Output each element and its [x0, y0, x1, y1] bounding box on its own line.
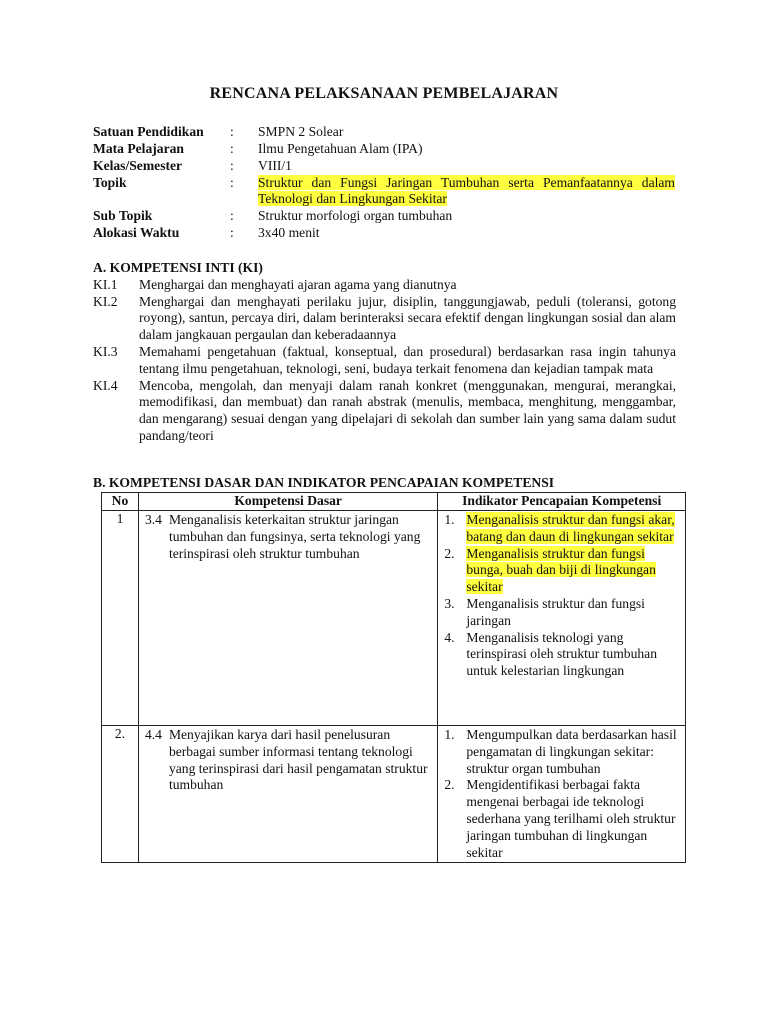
indicator-item [444, 630, 681, 680]
kd-number: 4.4 [144, 727, 162, 742]
ki-text: Menghargai dan menghayati perilaku jujur, disiplin, tanggungjawab, peduli (toleransi, gotong royong), santun, percaya diri, dalam berinteraksi secara efektif dengan lingkungan sosial dan alam dalam jangkauan pergaulan dan keberadaannya [139, 293, 676, 343]
table-row [102, 511, 686, 726]
ki-code: KI.3 [93, 343, 118, 359]
info-value: Ilmu Pengetahuan Alam (IPA) [258, 140, 423, 156]
info-colon: : [230, 140, 234, 156]
indicator-text: Menganalisis teknologi yang terinspirasi oleh struktur tumbuhan untuk kelestarian lingkungan [466, 629, 658, 679]
header-no: No [102, 493, 139, 511]
indicator-text: Menganalisis struktur dan fungsi jaringan [466, 595, 645, 628]
ki-item [93, 277, 676, 294]
info-colon: : [230, 174, 234, 190]
kd-text: Menyajikan karya dari hasil penelusuran berbagai sumber informasi tentang teknologi yang terinspirasi dari hasil pengamatan struktur tumbuhan [168, 727, 428, 793]
ki-item [93, 344, 676, 378]
indicator-cell [438, 511, 686, 726]
ki-text: Menghargai dan menghayati ajaran agama yang dianutnya [139, 276, 457, 292]
section-a-heading: A. KOMPETENSI INTI (KI) [93, 260, 263, 275]
highlighted-text: Struktur dan Fungsi Jaringan Tumbuhan serta Pemanfaatannya dalam Teknologi dan Lingkungan Sekitar [258, 174, 675, 207]
info-value: Struktur morfologi organ tumbuhan [258, 208, 453, 224]
ki-code: KI.2 [93, 293, 118, 309]
indicator-number: 2. [444, 545, 455, 561]
kd-number: 3.4 [144, 512, 162, 527]
info-row [93, 208, 693, 225]
info-value-topic [258, 175, 675, 209]
header-kd: Kompetensi Dasar [138, 493, 437, 511]
info-colon: : [230, 124, 234, 139]
info-colon: : [230, 157, 234, 173]
indicator-number: 4. [444, 629, 455, 645]
indicator-item [444, 512, 681, 546]
indicator-item [444, 727, 681, 777]
info-label: Satuan Pendidikan [93, 124, 204, 139]
indicator-number: 2. [444, 777, 455, 793]
info-row [93, 124, 693, 141]
ki-item [93, 294, 676, 344]
info-row [93, 158, 693, 175]
info-value: SMPN 2 Solear [258, 124, 344, 139]
info-value: 3x40 menit [258, 225, 320, 241]
indicator-item [444, 546, 681, 596]
header-indicator: Indikator Pencapaian Kompetensi [438, 493, 686, 511]
ki-code: KI.4 [93, 377, 118, 393]
indicator-item [444, 777, 681, 861]
table-header-row [102, 493, 686, 511]
ki-text: Mencoba, mengolah, dan menyaji dalam ranah konkret (menggunakan, mengurai, merangkai, memodifikasi, dan membuat) dan ranah abstrak (menulis, membaca, menghitung, menggambar, dan mengarang) sesuai dengan yang dipelajari di sekolah dan sumber lain yang sama dalam sudut pandang/teori [139, 377, 676, 443]
info-row [93, 141, 693, 158]
ki-code: KI.1 [93, 276, 118, 292]
indicator-text: Menganalisis struktur dan fungsi bunga, buah dan biji di lingkungan sekitar [466, 545, 656, 595]
info-row [93, 175, 693, 209]
kd-text: Menganalisis keterkaitan struktur jaringan tumbuhan dan fungsinya, serta teknologi yang terinspirasi oleh struktur tumbuhan [168, 512, 421, 561]
info-label: Alokasi Waktu [93, 225, 180, 241]
info-row [93, 225, 693, 242]
info-colon: : [230, 208, 234, 224]
info-label: Topik [93, 174, 127, 190]
info-label: Sub Topik [93, 208, 153, 224]
competence-table [101, 492, 686, 863]
ki-text: Memahami pengetahuan (faktual, konseptual, dan prosedural) berdasarkan rasa ingin tahunya tentang ilmu pengetahuan, teknologi, seni, budaya terkait fenomena dan kejadian tampak mata [139, 343, 676, 376]
indicator-item [444, 596, 681, 630]
info-colon: : [230, 225, 234, 241]
ki-item [93, 378, 676, 445]
row-number: 2. [102, 726, 139, 863]
section-core-competence [93, 260, 676, 445]
indicator-text: Menganalisis struktur dan fungsi akar, batang dan daun di lingkungan sekitar [466, 512, 675, 544]
row-number: 1 [102, 511, 139, 726]
indicator-number: 3. [444, 595, 455, 611]
section-b-heading: B. KOMPETENSI DASAR DAN INDIKATOR PENCAPAIAN KOMPETENSI [93, 475, 555, 490]
info-label: Mata Pelajaran [93, 140, 184, 156]
indicator-cell [438, 726, 686, 863]
kd-cell [138, 511, 437, 726]
identity-block [93, 124, 693, 242]
indicator-text: Mengumpulkan data berdasarkan hasil pengamatan di lingkungan sekitar: struktur organ tumbuhan [466, 727, 677, 776]
table-row [102, 726, 686, 863]
kd-cell [138, 726, 437, 863]
indicator-number: 1. [444, 512, 455, 527]
indicator-number: 1. [444, 727, 455, 742]
indicator-text: Mengidentifikasi berbagai fakta mengenai berbagai ide teknologi sederhana yang terilhami oleh struktur jaringan tumbuhan di lingkungan sekitar [466, 777, 676, 860]
info-value: VIII/1 [258, 157, 292, 173]
info-label: Kelas/Semester [93, 157, 183, 173]
document-title: RENCANA PELAKSANAAN PEMBELAJARAN [209, 85, 559, 102]
